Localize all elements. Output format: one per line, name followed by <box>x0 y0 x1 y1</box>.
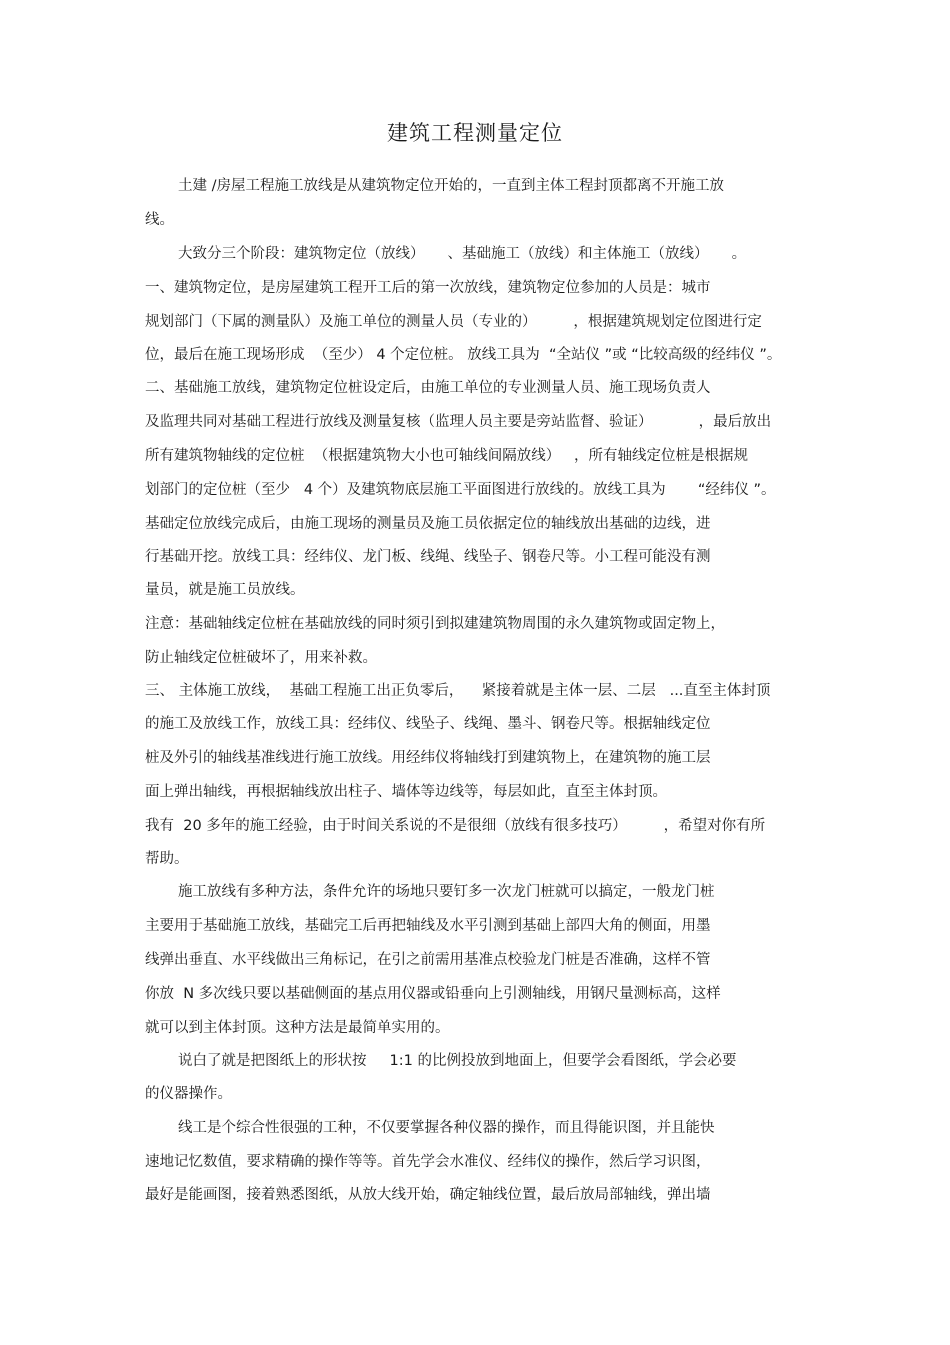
paragraph-line: 二、基础施工放线，建筑物定位桩设定后，由施工单位的专业测量人员、施工现场负责人 <box>145 380 711 396</box>
paragraph-line: 最好是能画图，接着熟悉图纸，从放大线开始，确定轴线位置，最后放局部轴线，弹出墙 <box>145 1187 711 1203</box>
paragraph-line: 注意：基础轴线定位桩在基础放线的同时须引到拟建建筑物周围的永久建筑物或固定物上， <box>145 616 725 632</box>
paragraph-line: 你放 N 多次线只要以基础侧面的基点用仪器或铅垂向上引测轴线，用钢尺量测标高，这样 <box>145 986 721 1002</box>
paragraph-line: 所有建筑物轴线的定位桩 （根据建筑物大小也可轴线间隔放线） ，所有轴线定位桩是根据规 <box>145 448 749 464</box>
paragraph-line: 我有 20 多年的施工经验，由于时间关系说的不是很细（放线有很多技巧） ，希望对你有所 <box>145 818 766 834</box>
paragraph-line: 位，最后在施工现场形成 （至少） 4 个定位桩。 放线工具为 “全站仪 ”或 “比较高级的经纬仪 ”。 <box>145 347 782 363</box>
paragraph-line: 防止轴线定位桩破坏了，用来补救。 <box>145 650 377 666</box>
document-title: 建筑工程测量定位 <box>387 121 563 145</box>
paragraph-line: 一、建筑物定位，是房屋建筑工程开工后的第一次放线，建筑物定位参加的人员是：城市 <box>145 280 711 296</box>
paragraph-line: 量员，就是施工员放线。 <box>145 582 305 598</box>
paragraph-line: 说白了就是把图纸上的形状按 1:1 的比例投放到地面上，但要学会看图纸，学会必要 <box>178 1053 737 1069</box>
paragraph-line: 三、 主体施工放线， 基础工程施工出正负零后， 紧接着就是主体一层、二层 ...直至主体封顶 <box>145 683 771 699</box>
paragraph-line: 行基础开挖。放线工具：经纬仪、龙门板、线绳、线坠子、钢卷尺等。小工程可能没有测 <box>145 549 711 565</box>
paragraph-line: 划部门的定位桩（至少 4 个）及建筑物底层施工平面图进行放线的。放线工具为 “经纬仪 ”。 <box>145 482 776 498</box>
paragraph-line: 线工是个综合性很强的工种，不仅要掌握各种仪器的操作，而且得能识图，并且能快 <box>178 1120 715 1136</box>
paragraph-line: 规划部门（下属的测量队）及施工单位的测量人员（专业的） ，根据建筑规划定位图进行定 <box>145 314 762 330</box>
paragraph-line: 就可以到主体封顶。这种方法是最简单实用的。 <box>145 1020 450 1036</box>
paragraph-line: 的施工及放线工作，放线工具：经纬仪、线坠子、线绳、墨斗、钢卷尺等。根据轴线定位 <box>145 716 711 732</box>
paragraph-line: 桩及外引的轴线基准线进行施工放线。用经纬仪将轴线打到建筑物上，在建筑物的施工层 <box>145 750 711 766</box>
paragraph-line: 速地记忆数值，要求精确的操作等等。首先学会水准仪、经纬仪的操作，然后学习识图， <box>145 1154 711 1170</box>
paragraph-line: 大致分三个阶段：建筑物定位（放线） 、基础施工（放线）和主体施工（放线） 。 <box>178 246 747 262</box>
paragraph-line: 及监理共同对基础工程进行放线及测量复核（监理人员主要是旁站监督、验证） ，最后放出 <box>145 414 772 430</box>
paragraph-line: 施工放线有多种方法，条件允许的场地只要钉多一次龙门桩就可以搞定，一般龙门桩 <box>178 884 715 900</box>
paragraph-line: 主要用于基础施工放线，基础完工后再把轴线及水平引测到基础上部四大角的侧面，用墨 <box>145 918 711 934</box>
paragraph-line: 土建 /房屋工程施工放线是从建筑物定位开始的，一直到主体工程封顶都离不开施工放 <box>178 178 724 194</box>
paragraph-line: 线。 <box>145 212 174 228</box>
paragraph-line: 的仪器操作。 <box>145 1086 232 1102</box>
paragraph-line: 面上弹出轴线，再根据轴线放出柱子、墙体等边线等，每层如此，直至主体封顶。 <box>145 784 667 800</box>
paragraph-line: 帮助。 <box>145 851 189 867</box>
paragraph-line: 基础定位放线完成后，由施工现场的测量员及施工员依据定位的轴线放出基础的边线，进 <box>145 516 711 532</box>
paragraph-line: 线弹出垂直、水平线做出三角标记，在引之前需用基准点校验龙门桩是否准确，这样不管 <box>145 952 711 968</box>
